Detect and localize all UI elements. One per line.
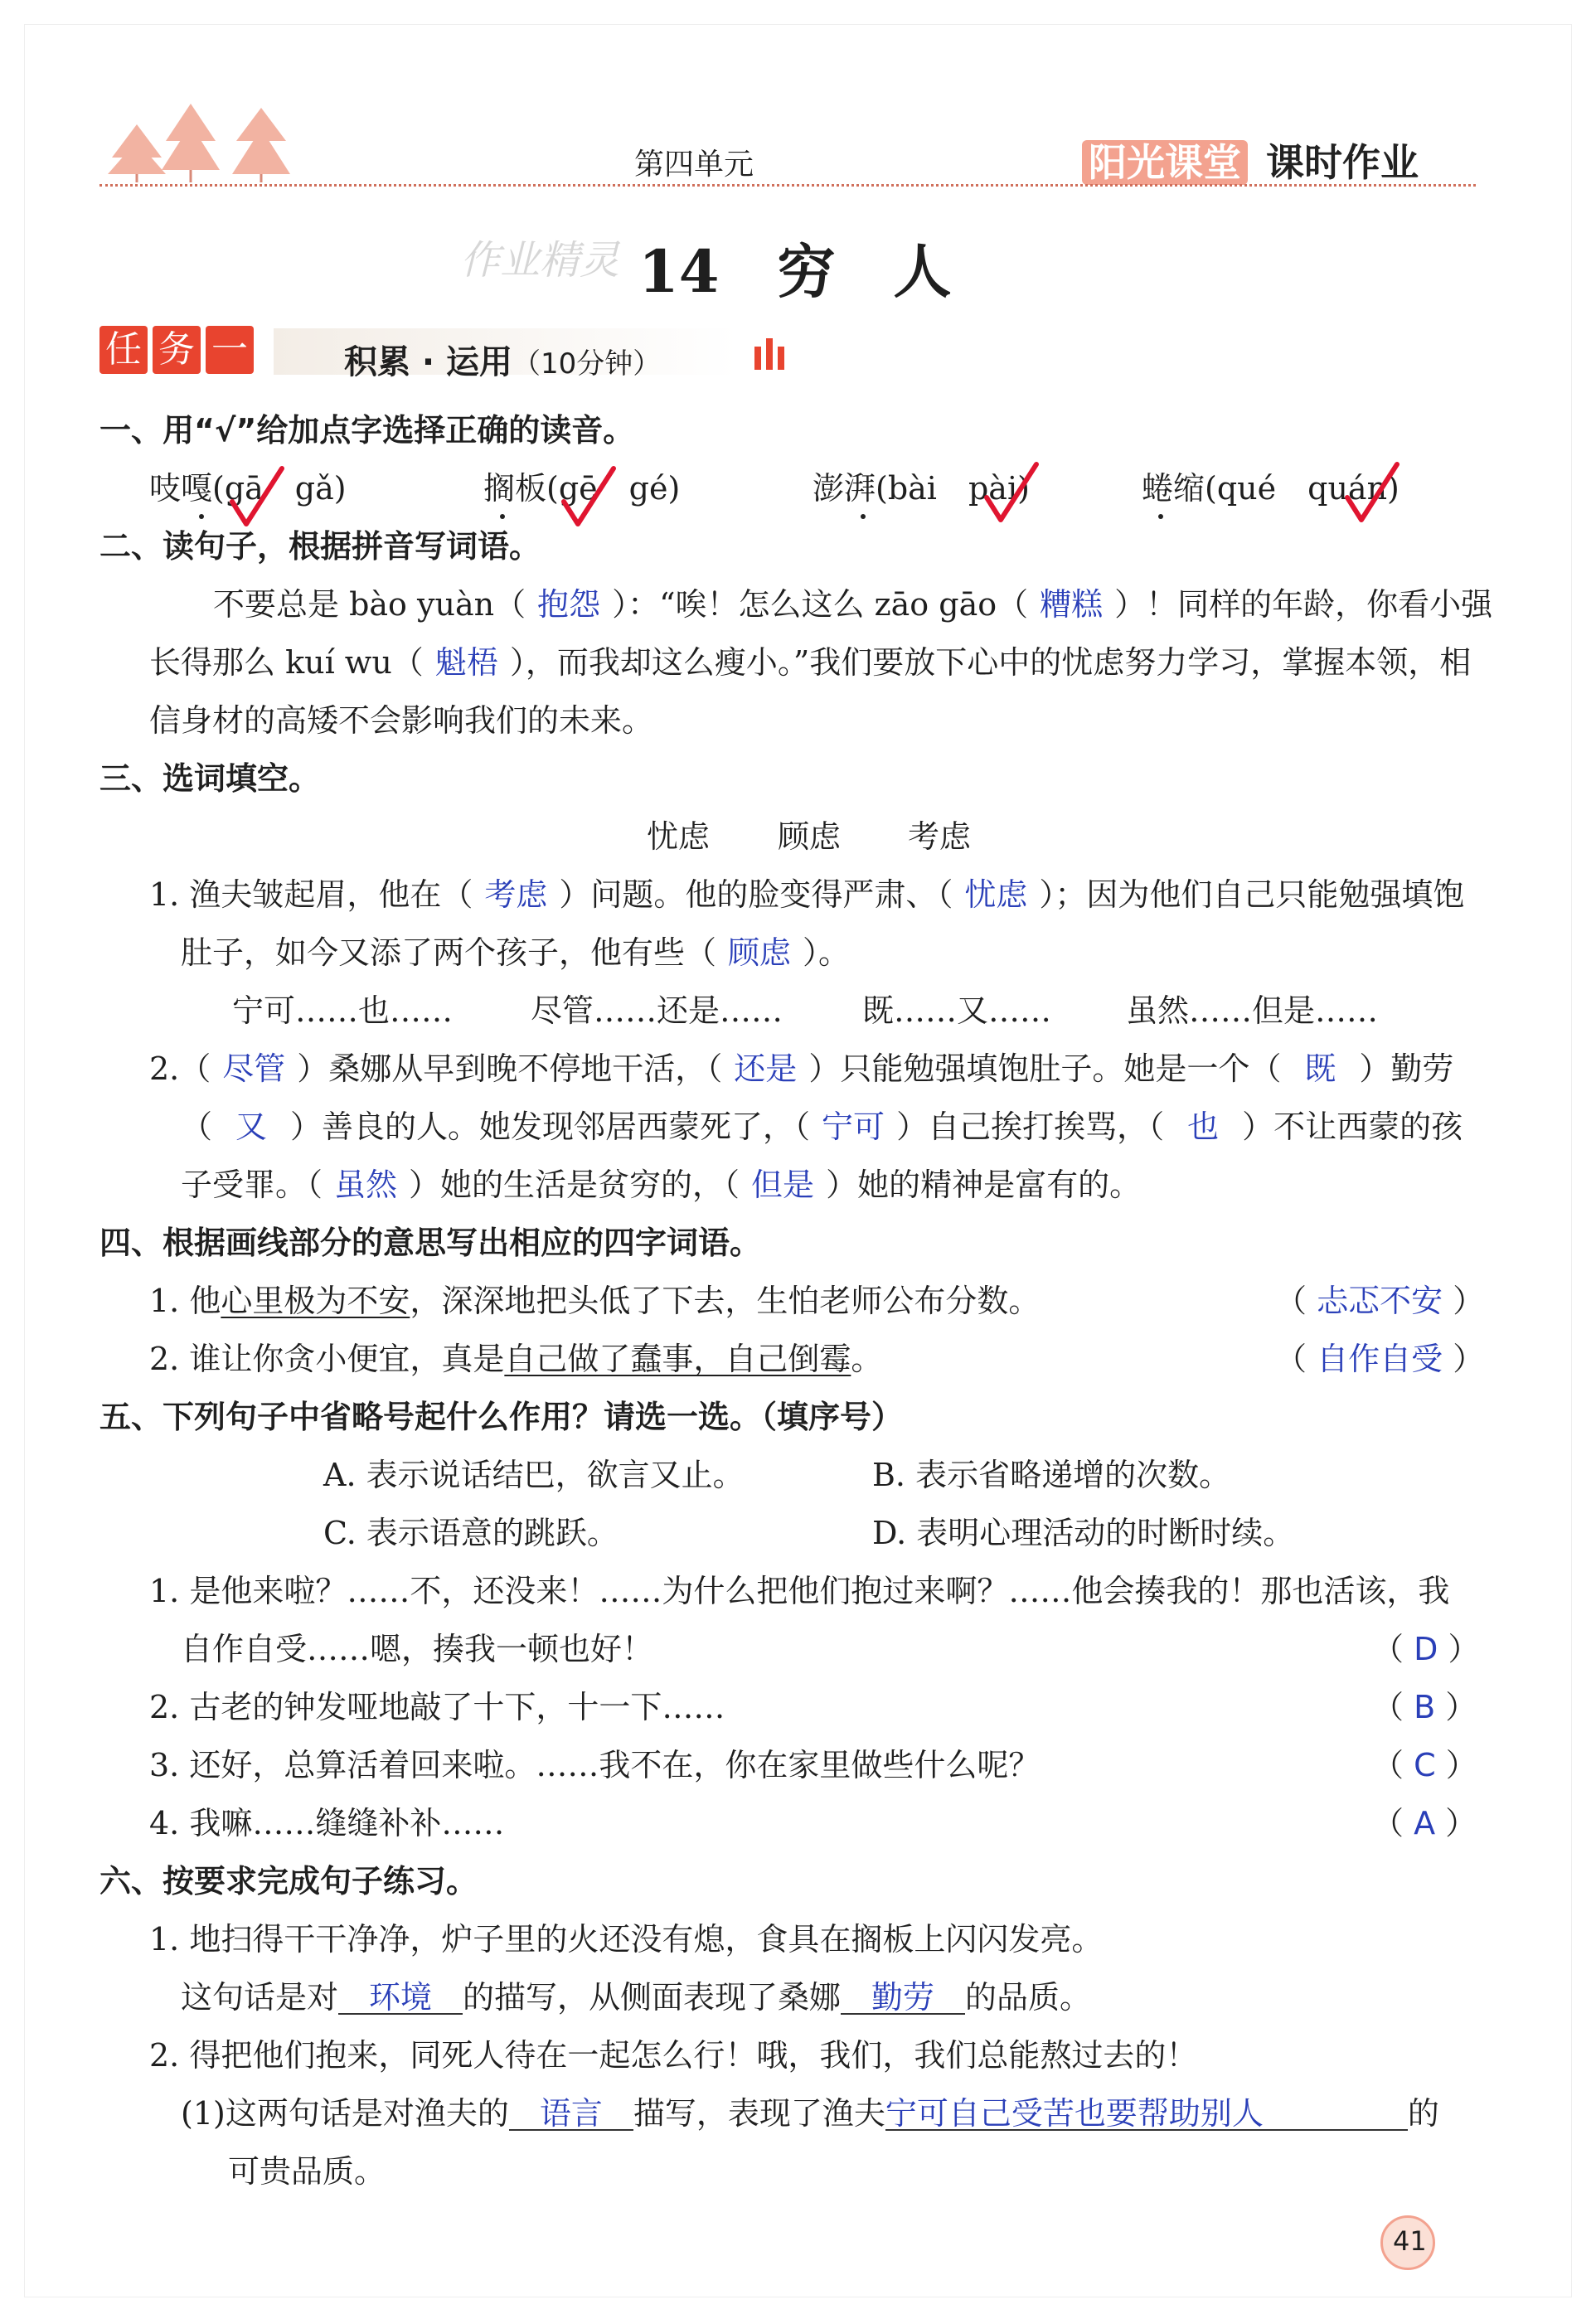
answer: 虽然 [334, 1167, 398, 1203]
answer: 宁可 [822, 1109, 885, 1145]
text: ）；因为他们自己只能勉强填饱 [1039, 876, 1465, 913]
task-bars-icon [754, 338, 784, 373]
text: ）自己挨打挨骂，（ [896, 1109, 1165, 1145]
text: 的描写，从侧面表现了桑娜 [463, 1979, 842, 2016]
answer: 忧虑 [964, 876, 1028, 913]
brand-badge [1082, 133, 1419, 187]
answer: C [1414, 1747, 1436, 1783]
task-chip-3: 一 [206, 326, 254, 374]
text: 的 [1407, 2095, 1439, 2132]
answer: 但是 [751, 1167, 815, 1203]
text: ）勤劳 [1359, 1050, 1454, 1087]
q4-item-2 [149, 1343, 882, 1375]
unit-label: 第四单元 [634, 148, 754, 182]
q6-item-2-fill [181, 2095, 1439, 2132]
lesson-title: 14 穷 人 [638, 237, 952, 306]
answer: 语言 [509, 2098, 633, 2131]
text: ，深深地把头低了下去，生怕老师公布分数。 [410, 1283, 1041, 1319]
answer: 既 [1304, 1050, 1336, 1087]
q5-answer-4: （ A ） [1372, 1805, 1477, 1841]
answer: 也 [1187, 1109, 1220, 1145]
q3-sentence-2b [181, 1111, 1463, 1143]
header-divider [99, 184, 1476, 187]
task-name [344, 336, 661, 383]
q2-line-1 [213, 586, 1493, 623]
q6-heading: 六、按要求完成句子练习。 [99, 1863, 478, 1899]
text: ）问题。他的脸变得严肃、（ [559, 876, 953, 913]
q3-pair-3: 既……又…… [862, 992, 1052, 1029]
brand-right: 课时作业 [1266, 140, 1419, 185]
answer: 尽管 [222, 1050, 286, 1087]
q3-sentence-2a [149, 1050, 1454, 1087]
tree-decoration-icon [99, 91, 298, 182]
check-mark-icon [982, 460, 1041, 526]
text: 1. 渔夫皱起眉，他在（ [149, 876, 473, 913]
check-mark-icon [228, 464, 286, 531]
q3-sentence-1b [181, 934, 851, 971]
q6-item-2-end: 可贵品质。 [228, 2153, 386, 2190]
text: 2.（ [149, 1050, 211, 1087]
answer: B [1414, 1689, 1436, 1725]
text: (1)这两句话是对渔夫的 [181, 2095, 509, 2132]
text: ）善良的人。她发现邻居西蒙死了，（ [290, 1109, 811, 1145]
text: （ [181, 1109, 213, 1145]
q1-item-3: 澎湃(bài pài) [813, 470, 1030, 507]
text: 这句话是对 [181, 1979, 339, 2016]
q3-pair-1: 宁可……也…… [232, 992, 454, 1029]
text: ）！同样的年龄，你看小强 [1114, 586, 1493, 623]
check-mark-icon [560, 464, 618, 531]
text: 1. 他 [149, 1283, 221, 1319]
emphasis-dot [500, 514, 505, 519]
emphasis-dot [861, 514, 866, 519]
q5-item-1a: 1. 是他来啦？……不，还没来！……为什么把他们抱过来啊？……他会揍我的！那也活该，我 [149, 1573, 1450, 1609]
answer: A [1414, 1805, 1436, 1841]
underlined-phrase: 自己做了蠢事，自己倒霉 [504, 1341, 851, 1377]
q5-answer-1: （ D ） [1372, 1631, 1480, 1667]
task-chip-1: 任 [99, 326, 148, 374]
watermark: 作业精灵 [460, 237, 620, 284]
text: ）只能勉强填饱肚子。她是一个（ [808, 1050, 1282, 1087]
page-number: 41 [1393, 2225, 1427, 2257]
q5-option-d: D. 表明心理活动的时断时续。 [872, 1515, 1295, 1551]
text: ）：“唉！怎么这么 zāo gāo（ [612, 586, 1029, 623]
answer: 抱怨 [537, 586, 601, 623]
text: ），而我却这么瘦小。”我们要放下心中的忧虑努力学习，掌握本领，相 [509, 644, 1472, 681]
q5-answer-3: （ C ） [1372, 1747, 1477, 1783]
task-header [99, 326, 259, 374]
q3-sentence-1a [149, 876, 1465, 913]
q6-item-2: 2. 得把他们抱来，同死人待在一起怎么行！哦，我们，我们总能熬过去的！ [149, 2037, 1198, 2074]
text: 。 [851, 1341, 883, 1377]
brand-left: 阳光课堂 [1082, 140, 1248, 185]
text: 子受罪。（ [181, 1167, 323, 1203]
q5-item-3: 3. 还好，总算活着回来啦。……我不在，你在家里做些什么呢？ [149, 1747, 1041, 1783]
text: ）她的生活是贫穷的，（ [409, 1167, 740, 1203]
answer: D [1414, 1631, 1438, 1667]
underlined-phrase: 心里极为不安 [221, 1283, 410, 1319]
q3-word-2: 顾虑 [778, 818, 842, 855]
emphasis-dot [1158, 514, 1163, 519]
q1-heading: 一、用“√”给加点字选择正确的读音。 [99, 412, 635, 449]
answer: 还是 [734, 1050, 798, 1087]
text: 2. 谁让你贪小便宜，真是 [149, 1341, 505, 1377]
answer: 糟糕 [1040, 586, 1104, 623]
text: ）不让西蒙的孩 [1242, 1109, 1463, 1145]
q5-answer-2: （ B ） [1372, 1689, 1477, 1725]
check-mark-icon [1343, 460, 1401, 526]
text: 不要总是 bào yuàn（ [213, 586, 526, 623]
q5-option-b: B. 表示省略递增的次数。 [872, 1457, 1231, 1493]
q2-heading: 二、读句子，根据拼音写词语。 [99, 528, 541, 565]
answer: 自作自受 [1317, 1341, 1443, 1377]
answer: 顾虑 [728, 934, 792, 971]
text: ）她的精神是富有的。 [826, 1167, 1142, 1203]
task-chip-2: 务 [153, 326, 201, 374]
answer: 魁梧 [434, 644, 498, 681]
q2-line-2 [149, 644, 1472, 681]
q1-item-2: 搁板(gē gé) [483, 470, 681, 507]
text: 肚子，如今又添了两个孩子，他有些（ [181, 934, 717, 971]
q5-option-c: C. 表示语意的跳跃。 [323, 1515, 619, 1551]
q5-heading: 五、下列句子中省略号起什么作用？请选一选。（填序号） [99, 1399, 904, 1435]
task-title: 积累 · 运用 [344, 343, 513, 381]
text: 的品质。 [965, 1979, 1092, 2016]
q5-item-2: 2. 古老的钟发哑地敲了十下，十一下…… [149, 1689, 725, 1725]
q1-item-4: 蜷缩(qué quán) [1142, 470, 1400, 507]
text: 长得那么 kuí wu（ [149, 644, 424, 681]
text: ）桑娜从早到晚不停地干活，（ [297, 1050, 723, 1087]
text: 描写，表现了渔夫 [633, 2095, 885, 2132]
answer: 勤劳 [841, 1982, 965, 2015]
q1-item-1: 吱嘎(gā gǎ) [149, 470, 347, 507]
q3-heading: 三、选词填空。 [99, 760, 321, 797]
text: ）。 [803, 934, 851, 971]
q4-heading: 四、根据画线部分的意思写出相应的四字词语。 [99, 1225, 762, 1261]
q5-item-1b: 自作自受……嗯，揍我一顿也好！ [181, 1631, 654, 1667]
task-time: （10分钟） [512, 347, 662, 381]
q4-answer-2: （ 自作自受 ） [1275, 1341, 1485, 1377]
q3-word-1: 忧虑 [647, 818, 711, 855]
q3-word-3: 考虑 [908, 818, 972, 855]
answer: 环境 [338, 1982, 463, 2015]
q4-item-1 [149, 1285, 1040, 1317]
q2-line-3: 信身材的高矮不会影响我们的未来。 [149, 702, 654, 739]
q3-pair-4: 虽然……但是…… [1126, 992, 1379, 1029]
q4-answer-1: （ 忐忑不安 ） [1275, 1283, 1485, 1319]
answer: 宁可自己受苦也要帮助别人 [885, 2098, 1408, 2131]
q3-sentence-2c [181, 1169, 1141, 1201]
answer: 又 [235, 1109, 268, 1145]
q5-option-a: A. 表示说话结巴，欲言又止。 [323, 1457, 745, 1493]
q6-item-1: 1. 地扫得干干净净，炉子里的火还没有熄，食具在搁板上闪闪发亮。 [149, 1921, 1104, 1958]
q5-item-4: 4. 我嘛……缝缝补补…… [149, 1805, 505, 1841]
answer: 忐忑不安 [1317, 1283, 1443, 1319]
emphasis-dot [199, 514, 204, 519]
q6-item-1-fill [181, 1979, 1092, 2016]
answer: 考虑 [484, 876, 548, 913]
q3-pair-2: 尽管……还是…… [531, 992, 783, 1029]
